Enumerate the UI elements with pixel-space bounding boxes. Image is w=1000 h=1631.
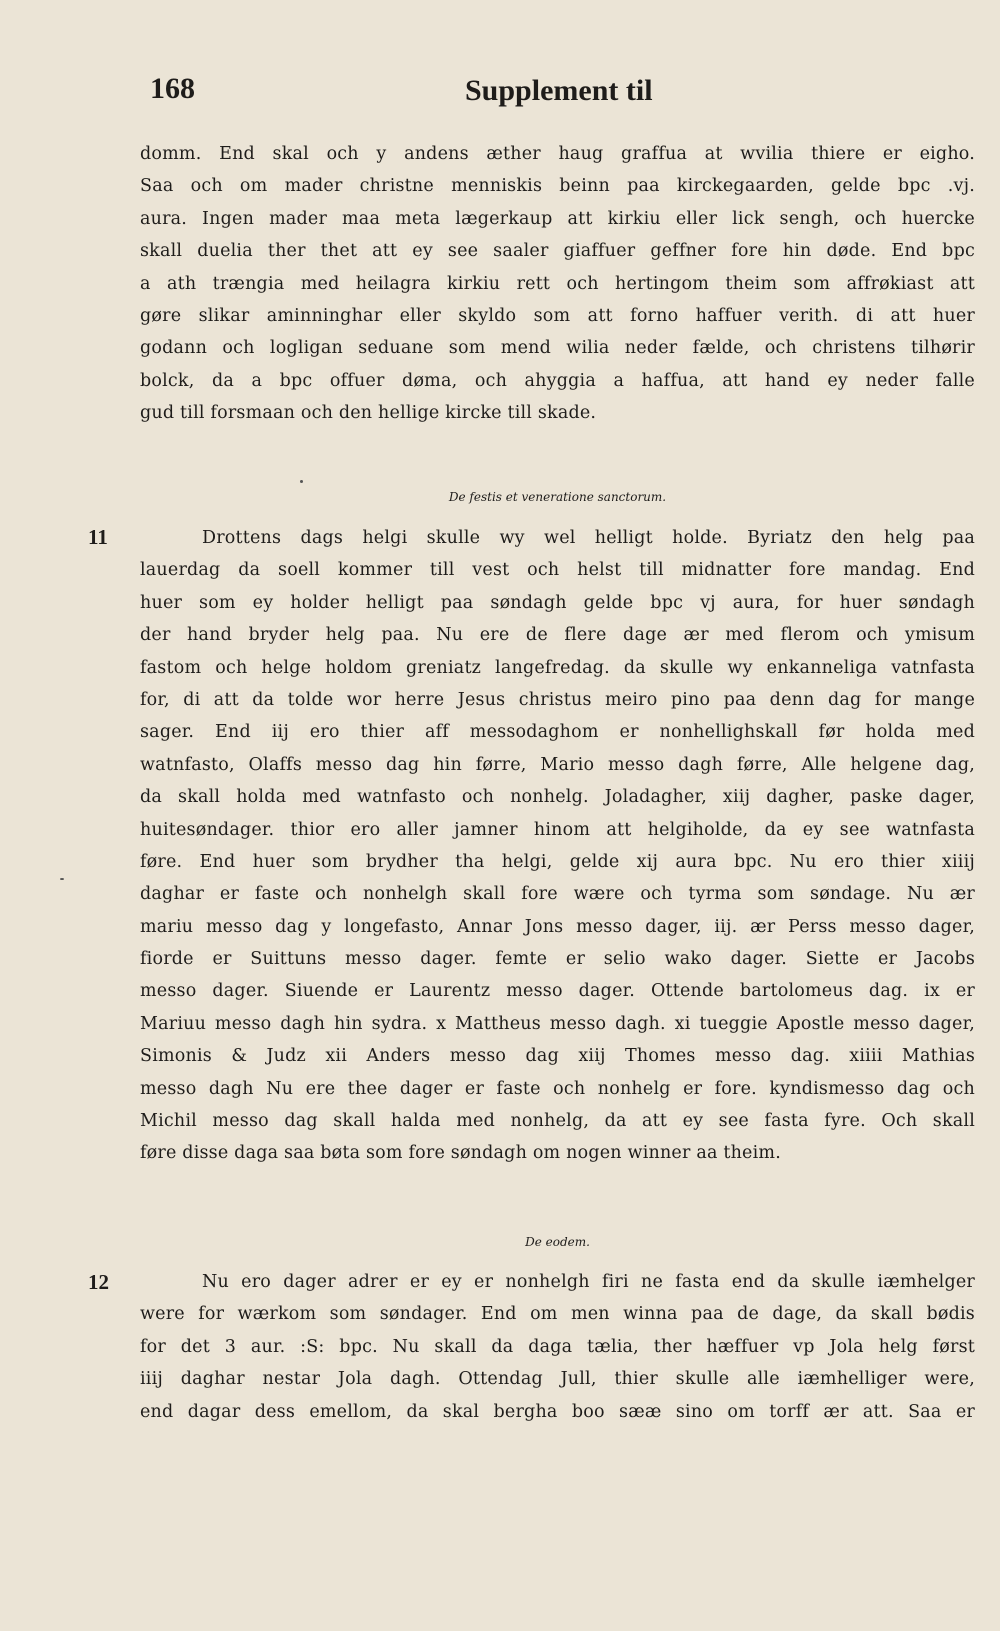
text-line: Saa och om mader christne menniskis beinn paa kirckegaarden, gelde bpc .vj.	[140, 176, 975, 197]
print-speck	[60, 878, 64, 880]
section-number-11: 11	[88, 525, 108, 549]
text-line: bolck, da a bpc offuer døma, och ahyggia a haffua, att hand ey neder falle	[140, 370, 975, 391]
text-line: aura. Ingen mader maa meta lægerkaup att kirkiu eller lick sengh, och huercke	[140, 208, 975, 229]
text-line: for, di att da tolde wor herre Jesus christus meiro pino paa denn dag for mange	[140, 689, 975, 710]
text-line: fastom och helge holdom greniatz langefredag. da skulle wy enkanneliga vatnfasta	[140, 657, 975, 678]
text-line: skall duelia ther thet att ey see saaler giaffuer geffner fore hin døde. End bpc	[140, 241, 975, 262]
text-line: watnfasto, Olaffs messo dag hin førre, Mario messo dagh førre, Alle helgene dag,	[140, 754, 975, 775]
text-line: messo dager. Siuende er Laurentz messo dager. Ottende bartolomeus dag. ix er	[140, 981, 975, 1002]
text-line: føre disse daga saa bøta som fore søndagh om nogen winner aa theim.	[140, 1143, 781, 1164]
section-12-text	[140, 1266, 975, 1428]
text-line: sager. End iij ero thier aff messodaghom er nonhellighskall før holda med	[140, 722, 975, 743]
section-11-text	[140, 522, 975, 1170]
page-number: 168	[150, 72, 195, 105]
section-number-12: 12	[88, 1270, 109, 1294]
text-line: da skall holda med watnfasto och nonhelg. Joladagher, xiij dagher, paske dager,	[140, 787, 975, 808]
text-line: føre. End huer som brydher tha helgi, gelde xij aura bpc. Nu ero thier xiiij	[140, 851, 975, 872]
print-speck	[300, 480, 303, 483]
text-line: iiij daghar nestar Jola dagh. Ottendag Jull, thier skulle alle iæmhelliger were,	[140, 1369, 975, 1390]
text-line: mariu messo dag y longefasto, Annar Jons messo dager, iij. ær Perss messo dager,	[140, 916, 975, 937]
page-header	[150, 72, 980, 122]
running-title: Supplement til	[465, 74, 653, 107]
text-line: Mariuu messo dagh hin sydra. x Mattheus messo dagh. xi tueggie Apostle messo dager,	[140, 1013, 975, 1034]
text-line: godann och logligan seduane som mend wilia neder fælde, och christens tilhørir	[140, 338, 975, 359]
text-line: der hand bryder helg paa. Nu ere de flere dage ær med flerom och ymisum	[140, 625, 975, 646]
text-line: Nu ero dager adrer er ey er nonhelgh firi ne fasta end da skulle iæmhelger	[202, 1272, 975, 1292]
text-line: gud till forsmaan och den hellige kircke till skade.	[140, 403, 597, 424]
text-line: were for wærkom som søndager. End om men winna paa de dage, da skall bødis	[140, 1304, 975, 1325]
section-heading-11: De festis et veneratione sanctorum.	[448, 490, 667, 504]
section-heading-12: De eodem.	[525, 1235, 590, 1249]
text-line: gøre slikar aminninghar eller skyldo som att forno haffuer verith. di att huer	[140, 305, 975, 326]
paragraph-1	[140, 138, 975, 430]
text-line: huitesøndager. thior ero aller jamner hinom att helgiholde, da ey see watnfasta	[140, 819, 975, 840]
text-line: Drottens dags helgi skulle wy wel helligt holde. Byriatz den helg paa	[202, 528, 975, 548]
text-line: domm. End skal och y andens æther haug graffua at wvilia thiere er eigho.	[140, 144, 975, 164]
text-line: daghar er faste och nonhelgh skall fore wære och tyrma som søndage. Nu ær	[140, 884, 975, 905]
text-line: messo dagh Nu ere thee dager er faste och nonhelg er fore. kyndismesso dag och	[140, 1078, 975, 1099]
text-line: end dagar dess emellom, da skal bergha boo sææ sino om torff ær att. Saa er	[140, 1401, 975, 1422]
text-line: for det 3 aur. :S: bpc. Nu skall da daga tælia, ther hæffuer vp Jola helg først	[140, 1336, 975, 1357]
text-line: Michil messo dag skall halda med nonhelg, da att ey see fasta fyre. Och skall	[140, 1111, 975, 1132]
text-line: huer som ey holder helligt paa søndagh gelde bpc vj aura, for huer søndagh	[140, 592, 975, 613]
text-line: Simonis & Judz xii Anders messo dag xiij Thomes messo dag. xiiii Mathias	[140, 1046, 975, 1067]
text-line: a ath trængia med heilagra kirkiu rett och hertingom theim som affrøkiast att	[140, 273, 975, 294]
text-line: lauerdag da soell kommer till vest och helst till midnatter fore mandag. End	[140, 560, 975, 581]
text-line: fiorde er Suittuns messo dager. femte er selio wako dager. Siette er Jacobs	[140, 949, 975, 970]
